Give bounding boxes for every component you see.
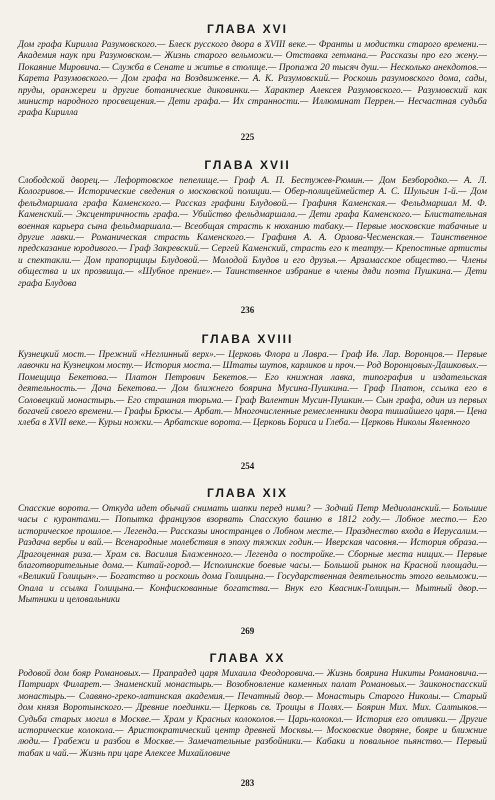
chapter-xviii [0, 332, 495, 430]
chapter-xix [0, 486, 495, 607]
chapter-contents: Спасские ворота.— Откуда идет обычай снимать шапки перед ними? — Зодчий Петр Медиоланский.— Большие часы с курантами.— Попытка французов взорвать Спасскую башню в 1812 году.— Лобное место.— Его историческое прошлое.— Легенда.— Рассказы иностранцев о Лобном месте.— Празднество входа в Иерусалим.— Раздача вербы и вай.— Всенародные молебствия в эпоху тяжких годин.— Иверская часовня.— История образа.— Драгоценная риза.— Храм св. Василия Блаженного.— Легенда о постройке.— Сборные места нищих.— Первые благотворительные дома.— Китай-город.— Исполинские боевые часы.— Большой рынок на Красной площади.— «Великий Голицын».— Богатство и роскошь дома Голицына.— Государственная деятельность этого вельможи.— Опала и ссылка Голицына.— Конфискованные богатства.— Внук его Квасник-Голицын.— Мытный двор.— Мытники и целовальники [18, 504, 487, 606]
chapter-xx [0, 651, 495, 760]
chapter-heading: ГЛАВА XX [209, 651, 286, 665]
chapter-contents: Дом графа Кирилла Разумовского.— Блеск русского двора в XVIII веке.— Франты и модистки старого времени.— Академия наук при Разумовском.— Жизнь старого вельможи.— Отставка гетмана.— Рассказы про его жену.— Покаяние Мировича.— Служба в Сенате и житье в столице.— Пропажа 20 тысяч душ.— Несколько анекдотов.— Карета Разумовского.— Дом графа на Воздвиженке.— А. К. Разумовский.— Роскошь разумовского дома, сады, пруды, оранжереи и другие ботанические диковинки.— Характер Алексея Разумовского.— Разумовский как министр народного просвещения.— Дети графа.— Их странности.— Иллюминат Перрен.— Несчастная судьба графа Кирилла [18, 40, 487, 119]
page-number: 269 [240, 626, 255, 636]
chapter-xvi [0, 22, 495, 120]
chapter-contents: Слободской дворец.— Лефортовское пепелище.— Граф А. П. Бестужев-Рюмин.— Дом Безбородко.— А. Л. Кологривов.— Исторические сведения о московской полиции.— Обер-полицеймейстер А. С. Шульгин 1-й.— Дом фельдмаршала графа Каменского.— Рассказ графини Блудовой.— Графиня Каменская.— Фельдмаршал М. Ф. Каменский.— Эксцентричность графа.— Убийство фельдмаршала.— Дети графа Каменского.— Блистательная военная карьера сына фельдмаршала.— Всеобщая страсть к нюханию табаку.— Первые московские табачные и другие лавки.— Романическая страсть Каменского.— Графиня А. А. Орлова-Чесменская.— Таинственное предсказание юродивого.— Граф Закревский.— Сергей Каменский, страсть его к театру.— Крепостные артисты и спектакли.— Дом прапорщицы Блудовой.— Молодой Блудов и его друзья.— Арзамасское общество.— Члены общества и их прозвища.— «Шубное прение».— Таинственное избрание в члены дяди поэта Пушкина.— Дети графа Блудова [18, 176, 487, 289]
page-number: 236 [240, 305, 255, 315]
chapter-heading: ГЛАВА XVI [207, 22, 288, 36]
chapter-xvii [0, 158, 495, 290]
page-number: 254 [240, 461, 255, 471]
chapter-heading: ГЛАВА XVIII [201, 332, 294, 346]
chapter-contents: Родовой дом бояр Романовых.— Прапрадед царя Михаила Феодоровича.— Жизнь боярина Никиты Романовича.— Патриарх Филарет.— Знаменский монастырь.— Возобновление каменных палат Романовых.— Заиконоспасский монастырь.— Славяно-греко-латинская академия.— Печатный двор.— Монастырь Старого Николы.— Старый дом князя Воротынского.— Древние поединки.— Церковь св. Троицы в Полях.— Боярин Мих. Мих. Салтыков.— Судьба старых могил в Москве.— Храм у Красных колоколов.— Царь-колокол.— История его отливки.— Другие исторические колокола.— Аристократический центр древней Москвы.— Московские дворяне, бояре и ближние люди.— Грабежи и разбои в Москве.— Замечательные разбойники.— Кабаки и повальное пьянство.— Первый табак и чай.— Жизнь при царе Алексее Михайловиче [18, 669, 487, 759]
chapter-contents: Кузнецкий мост.— Прежний «Неглинный верх».— Церковь Флора и Лавра.— Граф Ив. Лар. Воронцов.— Первые лавочки на Кузнецком мосту.— История моста.— Штаты шутов, карликов и проч.— Род Воронцовых-Дашковых.— Помещица Бекетова.— Платон Петрович Бекетов.— Его книжная лавка, типография и издательская деятельность.— Дача Бекетова.— Дом ближнего боярина Мусина-Пушкина.— Граф Платон, ссылка его в Соловецкий монастырь.— Его страшная тюрьма.— Граф Валентин Мусин-Пушкин.— Сын графа, один из первых богачей своего времени.— Графы Брюсы.— Арбат.— Многочисленные ремесленники двора тишайшего царя.— Цена хлеба в XVII веке.— Курьи ножки.— Арбатские ворота.— Церковь Бориса и Глеба.— Церковь Николы Явленного [18, 350, 487, 429]
page-number: 283 [240, 778, 255, 788]
chapter-heading: ГЛАВА XVII [204, 158, 291, 172]
page-number: 225 [240, 132, 255, 142]
chapter-heading: ГЛАВА XIX [207, 486, 288, 500]
